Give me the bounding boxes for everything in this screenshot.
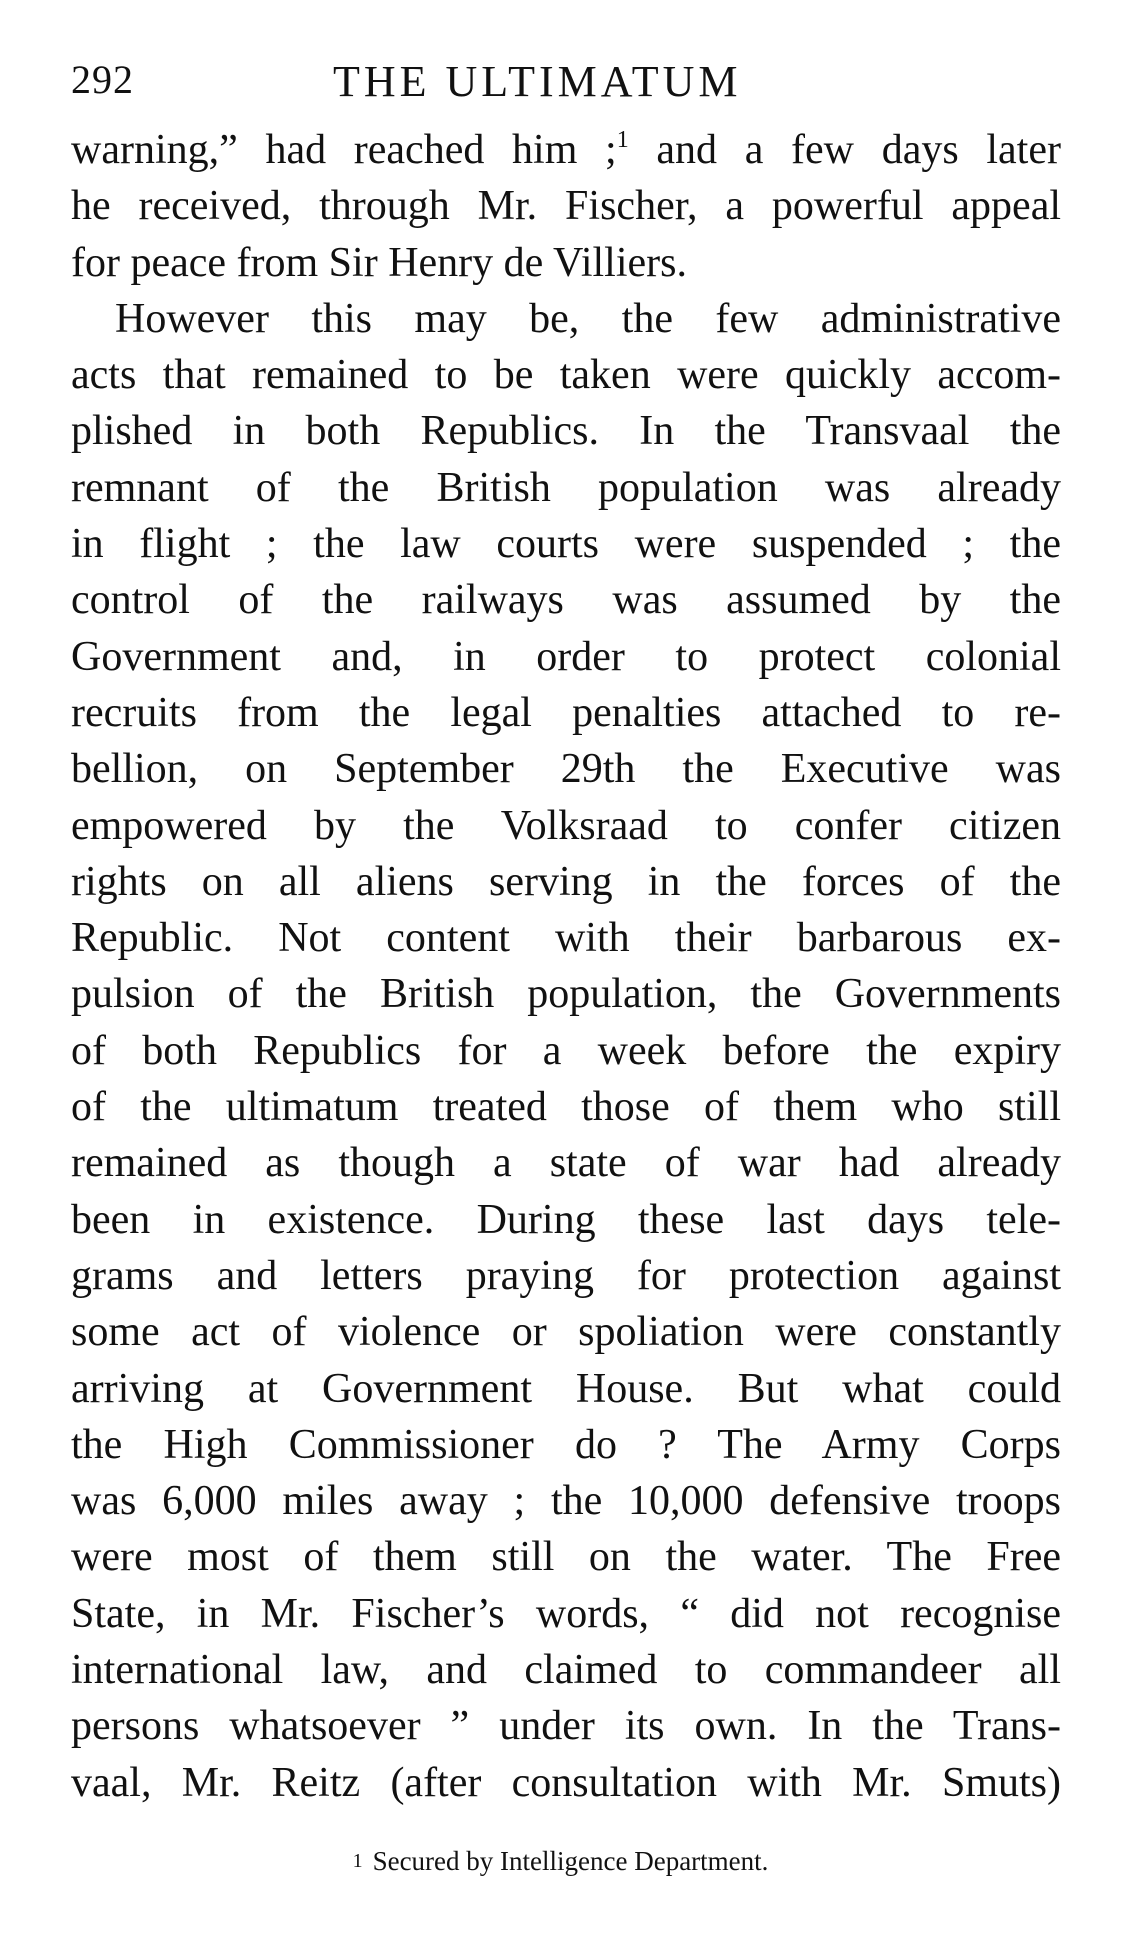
text-line: acts that remained to be taken were quickly accom- — [71, 352, 1061, 399]
text-line: recruits from the legal penalties attached to re- — [71, 689, 1061, 736]
footnote-text: Secured by Intelligence Department. — [372, 1846, 769, 1876]
text-line-fragment: and a few days later — [628, 127, 1061, 173]
text-line: some act of violence or spoliation were constantly — [71, 1309, 1061, 1356]
text-line: of the ultimatum treated those of them who still — [71, 1084, 1061, 1131]
text-line: in flight ; the law courts were suspended ; the — [71, 521, 1061, 568]
text-line: he received, through Mr. Fischer, a powerful appeal — [71, 183, 1061, 230]
text-line: However this may be, the few administrative — [115, 295, 1061, 342]
text-line: Republic. Not content with their barbarous ex- — [71, 915, 1061, 962]
text-line: for peace from Sir Henry de Villiers. — [71, 239, 687, 286]
text-line: bellion, on September 29th the Executive was — [71, 746, 1061, 793]
text-line: arriving at Government House. But what could — [71, 1365, 1061, 1412]
text-line: were most of them still on the water. The Free — [71, 1534, 1061, 1581]
footnote — [0, 1843, 1121, 1879]
text-line: of both Republics for a week before the expiry — [71, 1027, 1061, 1074]
text-line: rights on all aliens serving in the forces of the — [71, 858, 1061, 905]
footnote-marker: 1 — [352, 1850, 363, 1872]
text-line: grams and letters praying for protection against — [71, 1252, 1061, 1299]
text-line: plished in both Republics. In the Transvaal the — [71, 408, 1061, 455]
text-line: persons whatsoever ” under its own. In the Trans- — [71, 1703, 1061, 1750]
text-line: State, in Mr. Fischer’s words, “ did not recognise — [71, 1590, 1061, 1637]
page-number: 292 — [71, 57, 134, 102]
text-line: remnant of the British population was already — [71, 464, 1061, 511]
text-line: international law, and claimed to commandeer all — [71, 1647, 1061, 1694]
text-line: was 6,000 miles away ; the 10,000 defensive troops — [71, 1478, 1061, 1525]
text-line: been in existence. During these last days tele- — [71, 1196, 1061, 1243]
body-text — [71, 122, 1061, 1811]
text-line-fragment: warning,” had reached him ; — [71, 127, 617, 173]
text-line: vaal, Mr. Reitz (after consultation with Mr. Smuts) — [71, 1759, 1061, 1806]
text-line: Government and, in order to protect colonial — [71, 633, 1061, 680]
footnote-reference: 1 — [616, 127, 629, 153]
text-line: pulsion of the British population, the Governments — [71, 971, 1061, 1018]
text-line — [71, 122, 1061, 178]
paragraph-1 — [71, 122, 1061, 291]
paragraph-2 — [71, 291, 1061, 1811]
page-header — [71, 56, 1061, 108]
text-line: control of the railways was assumed by the — [71, 577, 1061, 624]
text-line: the High Commissioner do ? The Army Corps — [71, 1421, 1061, 1468]
text-line: empowered by the Volksraad to confer citizen — [71, 802, 1061, 849]
text-line: remained as though a state of war had already — [71, 1140, 1061, 1187]
running-title: THE ULTIMATUM — [333, 57, 742, 106]
